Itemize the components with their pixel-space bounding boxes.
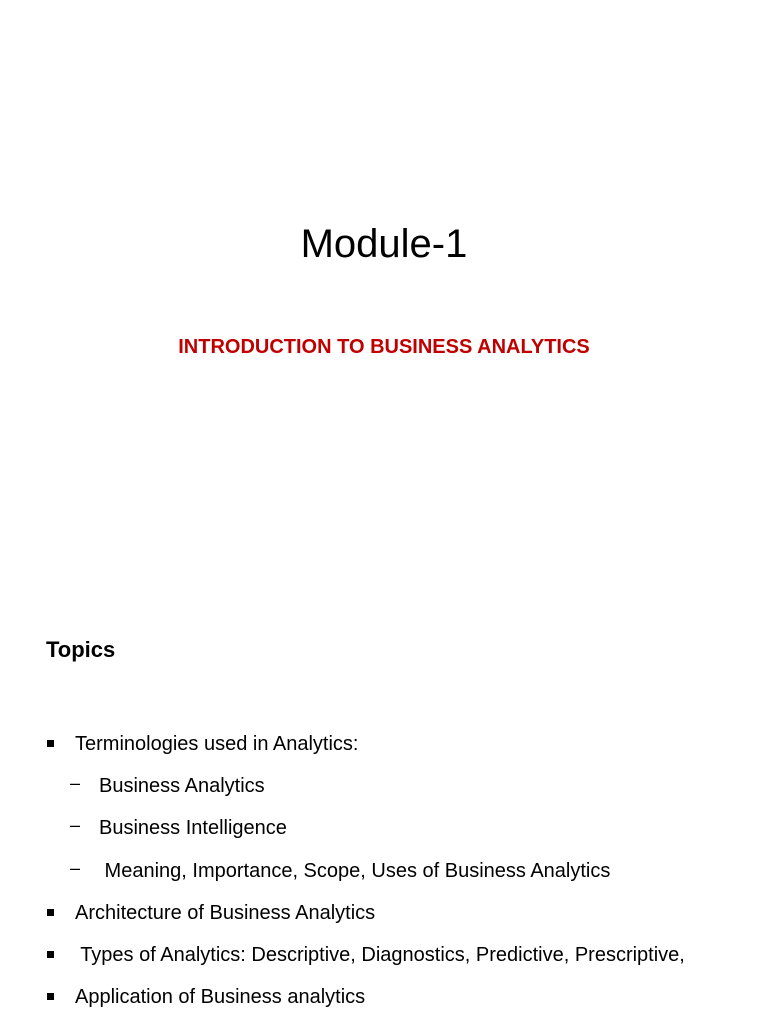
slide-subtitle: INTRODUCTION TO BUSINESS ANALYTICS — [178, 336, 590, 358]
topic-item — [0, 729, 768, 759]
dash-bullet-icon: – — [70, 815, 81, 835]
topic-text: Architecture of Business Analytics — [75, 902, 376, 924]
square-bullet-icon — [47, 740, 54, 747]
topics-slide — [0, 576, 768, 1024]
topic-subitem — [0, 856, 768, 886]
topic-subitem — [0, 813, 768, 843]
topic-item — [0, 898, 768, 928]
slide-title: Module-1 — [300, 222, 468, 266]
topic-text: Application of Business analytics — [75, 986, 366, 1008]
topic-text: Terminologies used in Analytics: — [75, 733, 359, 755]
dash-bullet-icon: – — [70, 773, 81, 793]
topic-item — [0, 982, 768, 1012]
topic-text: Meaning, Importance, Scope, Uses of Business Analytics — [99, 860, 611, 882]
topic-item — [0, 940, 768, 970]
topics-heading: Topics — [46, 637, 116, 662]
topic-subitem — [0, 771, 768, 801]
topic-text: Business Analytics — [99, 775, 265, 797]
topic-text: Business Intelligence — [99, 817, 287, 839]
square-bullet-icon — [47, 951, 54, 958]
square-bullet-icon — [47, 909, 54, 916]
topic-text: Types of Analytics: Descriptive, Diagnostics, Predictive, Prescriptive, — [75, 944, 685, 966]
dash-bullet-icon: – — [70, 858, 81, 878]
square-bullet-icon — [47, 993, 54, 1000]
